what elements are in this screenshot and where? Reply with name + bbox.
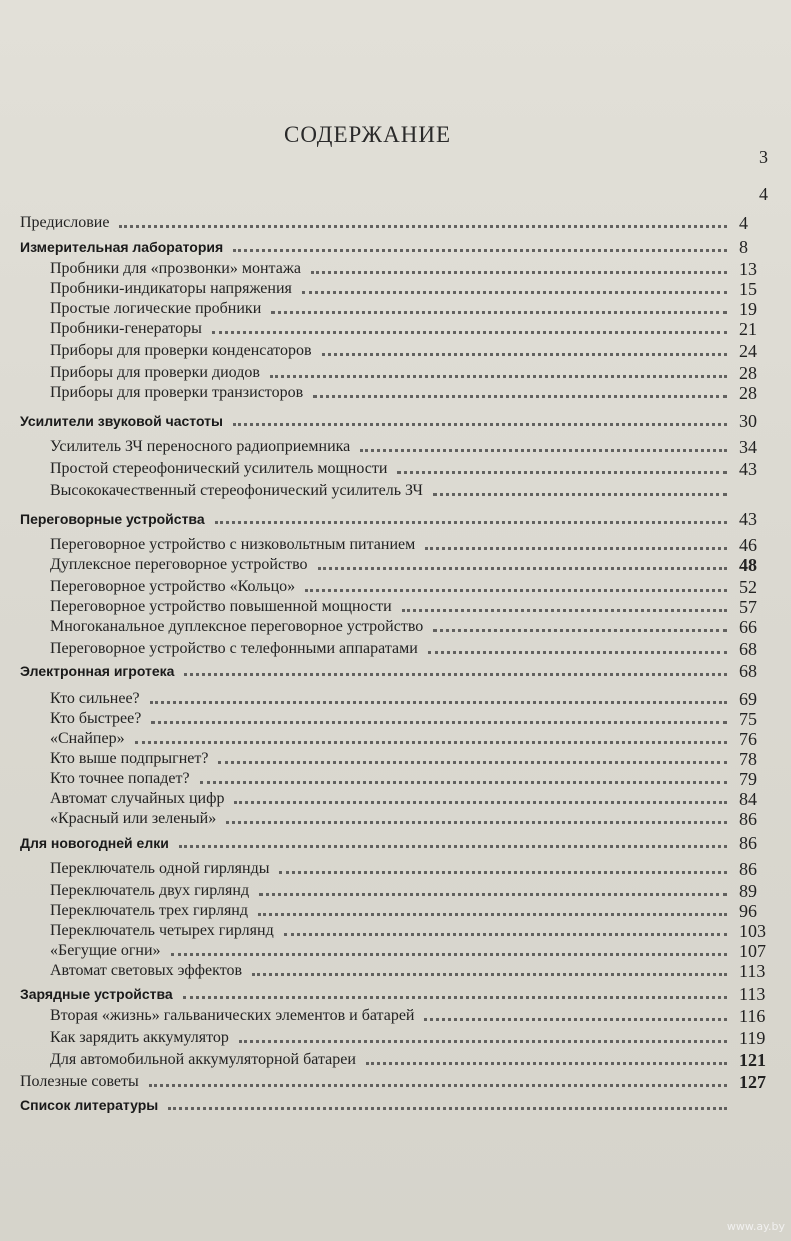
toc-page-number: 119: [739, 1028, 766, 1048]
dot-leader: [279, 870, 727, 874]
toc-entry-title: «Бегущие огни»: [50, 942, 161, 959]
toc-page-number: 78: [739, 749, 757, 769]
toc-page-number: 113: [739, 984, 766, 1004]
toc-section: [0, 660, 791, 680]
dot-leader: [318, 566, 727, 570]
toc-entry-title: Пробники-индикаторы напряжения: [50, 280, 292, 297]
toc-entry-title: Усилитель ЗЧ переносного радиоприемника: [50, 438, 351, 455]
page-title: СОДЕРЖАНИЕ: [283, 122, 451, 147]
toc-entry-title: Простой стереофонический усилитель мощности: [50, 460, 388, 477]
dot-leader: [168, 1106, 727, 1110]
toc-page-number: 79: [739, 769, 757, 789]
dot-leader: [233, 248, 727, 252]
toc-entry: [0, 534, 791, 554]
toc-entry-title: Переключатель трех гирлянд: [50, 902, 249, 919]
toc-entry: [0, 748, 791, 768]
toc-entry: [0, 1027, 791, 1047]
toc-page-number: 57: [739, 597, 757, 617]
toc-page-number: 13: [739, 259, 757, 279]
dot-leader: [424, 1017, 727, 1021]
toc-entry-title: Полезные советы: [20, 1073, 139, 1090]
toc-entry-title: Кто выше подпрыгнет?: [50, 750, 209, 767]
toc-page-number: 19: [739, 299, 757, 319]
toc-page-number: 4: [739, 213, 748, 233]
toc-entry-title: Переговорное устройство с телефонными аппаратами: [50, 640, 418, 657]
toc-entry: [0, 554, 791, 574]
toc-entry: [0, 900, 791, 920]
toc-entry-title: Переключатель одной гирлянды: [50, 860, 270, 877]
toc-entry-title: Для автомобильной аккумуляторной батареи: [50, 1051, 356, 1068]
toc-entry-title: Переключатель четырех гирлянд: [50, 922, 274, 939]
toc-top-number: 4: [759, 184, 768, 204]
toc-entry: [0, 688, 791, 708]
toc-entry: [0, 638, 791, 658]
toc-page-number: 89: [739, 881, 757, 901]
toc-page-number: 68: [739, 639, 757, 659]
toc-top-number: 3: [759, 147, 768, 167]
toc-entry: [0, 1071, 791, 1091]
toc-entry-title: Список литературы: [20, 1097, 159, 1113]
toc-section: [0, 508, 791, 528]
toc-entry: [0, 458, 791, 478]
toc-entry: [0, 808, 791, 828]
dot-leader: [433, 628, 727, 632]
toc-page-number: 30: [739, 411, 757, 431]
toc-entry-title: Измерительная лаборатория: [20, 239, 224, 255]
toc-entry: [0, 278, 791, 298]
toc-entry: [0, 1049, 791, 1069]
dot-leader: [233, 422, 727, 426]
dot-leader: [284, 932, 727, 936]
toc-page-number: 34: [739, 437, 757, 457]
dot-leader: [258, 912, 727, 916]
toc-entry: [0, 616, 791, 636]
toc-page-number: 28: [739, 363, 757, 383]
toc-entry-title: Автомат световых эффектов: [50, 962, 243, 979]
toc-entry-title: Пробники-генераторы: [50, 320, 202, 337]
toc-entry: [0, 858, 791, 878]
toc-section: [0, 1094, 791, 1114]
toc-entry-title: Переговорные устройства: [20, 511, 205, 527]
toc-entry-title: Простые логические пробники: [50, 300, 262, 317]
toc-entry: [0, 258, 791, 278]
toc-page-number: 46: [739, 535, 757, 555]
toc-page-number: 21: [739, 319, 757, 339]
toc-page-number: 84: [739, 789, 757, 809]
toc-entry-title: Переговорное устройство «Кольцо»: [50, 578, 296, 595]
dot-leader: [259, 892, 727, 896]
dot-leader: [171, 952, 727, 956]
toc-entry-title: Кто быстрее?: [50, 710, 142, 727]
dot-leader: [200, 780, 727, 784]
toc-entry-title: Высококачественный стереофонический усилитель ЗЧ: [50, 482, 423, 499]
toc-entry: [0, 576, 791, 596]
toc-entry: [0, 318, 791, 338]
toc-page-number: 107: [739, 941, 766, 961]
toc-entry-title: Усилители звуковой частоты: [20, 413, 223, 429]
dot-leader: [397, 470, 727, 474]
toc-entry-title: Переключатель двух гирлянд: [50, 882, 250, 899]
toc-entry-title: Дуплексное переговорное устройство: [50, 556, 308, 573]
dot-leader: [428, 650, 727, 654]
toc-entry: [0, 382, 791, 402]
dot-leader: [226, 820, 727, 824]
toc-entry: [0, 480, 791, 500]
toc-page-number: 86: [739, 833, 757, 853]
toc-entry-title: «Красный или зеленый»: [50, 810, 217, 827]
toc-page-number: 75: [739, 709, 757, 729]
toc-entry-title: Для новогодней елки: [20, 835, 169, 851]
toc-entry: [0, 728, 791, 748]
dot-leader: [425, 546, 727, 550]
toc-page-number: 43: [739, 459, 757, 479]
toc-section: [0, 832, 791, 852]
toc-entry-title: Вторая «жизнь» гальванических элементов и батарей: [50, 1007, 415, 1024]
dot-leader: [305, 588, 727, 592]
toc-entry-title: Приборы для проверки диодов: [50, 364, 260, 381]
toc-page-number: 76: [739, 729, 757, 749]
toc-entry: [0, 960, 791, 980]
dot-leader: [218, 760, 727, 764]
toc-page-number: 121: [739, 1050, 766, 1070]
toc-entry-title: Пробники для «прозвонки» монтажа: [50, 260, 301, 277]
toc-entry: [0, 788, 791, 808]
dot-leader: [212, 330, 727, 334]
toc-entry: [0, 298, 791, 318]
toc-page-number: 113: [739, 961, 766, 981]
dot-leader: [402, 608, 727, 612]
dot-leader: [239, 1039, 727, 1043]
dot-leader: [135, 740, 727, 744]
toc-page-number: 8: [739, 237, 748, 257]
dot-leader: [252, 972, 727, 976]
toc-entry-title: Автомат случайных цифр: [50, 790, 225, 807]
dot-leader: [183, 995, 727, 999]
watermark: www.ay.by: [726, 1220, 785, 1233]
toc-entry: [0, 436, 791, 456]
toc-entry-title: Переговорное устройство с низковольтным питанием: [50, 536, 416, 553]
toc-page-number: 86: [739, 859, 757, 879]
toc-entry-title: Кто точнее попадет?: [50, 770, 190, 787]
dot-leader: [313, 394, 727, 398]
toc-entry: [0, 880, 791, 900]
toc-entry-title: Электронная игротека: [20, 663, 175, 679]
dot-leader: [366, 1061, 727, 1065]
toc-page-number: 15: [739, 279, 757, 299]
toc-entry-title: Многоканальное дуплексное переговорное устройство: [50, 618, 424, 635]
dot-leader: [433, 492, 727, 496]
dot-leader: [184, 672, 727, 676]
dot-leader: [151, 720, 727, 724]
dot-leader: [234, 800, 727, 804]
toc-entry: [0, 1005, 791, 1025]
dot-leader: [179, 844, 727, 848]
dot-leader: [271, 310, 727, 314]
dot-leader: [149, 1083, 727, 1087]
toc-entry-title: Приборы для проверки конденсаторов: [50, 342, 312, 359]
toc-entry: [0, 362, 791, 382]
toc-page-number: 52: [739, 577, 757, 597]
toc-page-number: 103: [739, 921, 766, 941]
toc-entry: [0, 212, 791, 232]
toc-page-number: 24: [739, 341, 757, 361]
toc-page-number: 127: [739, 1072, 766, 1092]
toc-entry: [0, 708, 791, 728]
toc-section: [0, 410, 791, 430]
toc-entry: [0, 920, 791, 940]
dot-leader: [311, 270, 727, 274]
toc-entry-title: Как зарядить аккумулятор: [50, 1029, 229, 1046]
toc-page-number: 86: [739, 809, 757, 829]
toc-entry-title: Кто сильнее?: [50, 690, 140, 707]
toc-entry: [0, 596, 791, 616]
toc-section: [0, 236, 791, 256]
toc-section: [0, 983, 791, 1003]
toc-page-number: 96: [739, 901, 757, 921]
toc-page-number: 28: [739, 383, 757, 403]
toc-page-number: 69: [739, 689, 757, 709]
toc-entry-title: «Снайпер»: [50, 730, 125, 747]
toc-page-number: 66: [739, 617, 757, 637]
dot-leader: [119, 224, 727, 228]
toc-page-number: 48: [739, 555, 757, 575]
dot-leader: [215, 520, 727, 524]
toc-entry: [0, 940, 791, 960]
toc-entry-title: Переговорное устройство повышенной мощности: [50, 598, 392, 615]
toc-page-number: 116: [739, 1006, 766, 1026]
dot-leader: [150, 700, 727, 704]
dot-leader: [302, 290, 727, 294]
toc-page-number: 68: [739, 661, 757, 681]
toc-entry-title: Приборы для проверки транзисторов: [50, 384, 304, 401]
toc-entry: [0, 340, 791, 360]
toc-entry-title: Зарядные устройства: [20, 986, 173, 1002]
toc-page-number: 43: [739, 509, 757, 529]
toc-entry-title: Предисловие: [20, 214, 110, 231]
toc-entry: [0, 768, 791, 788]
dot-leader: [360, 448, 727, 452]
dot-leader: [270, 374, 727, 378]
dot-leader: [322, 352, 727, 356]
